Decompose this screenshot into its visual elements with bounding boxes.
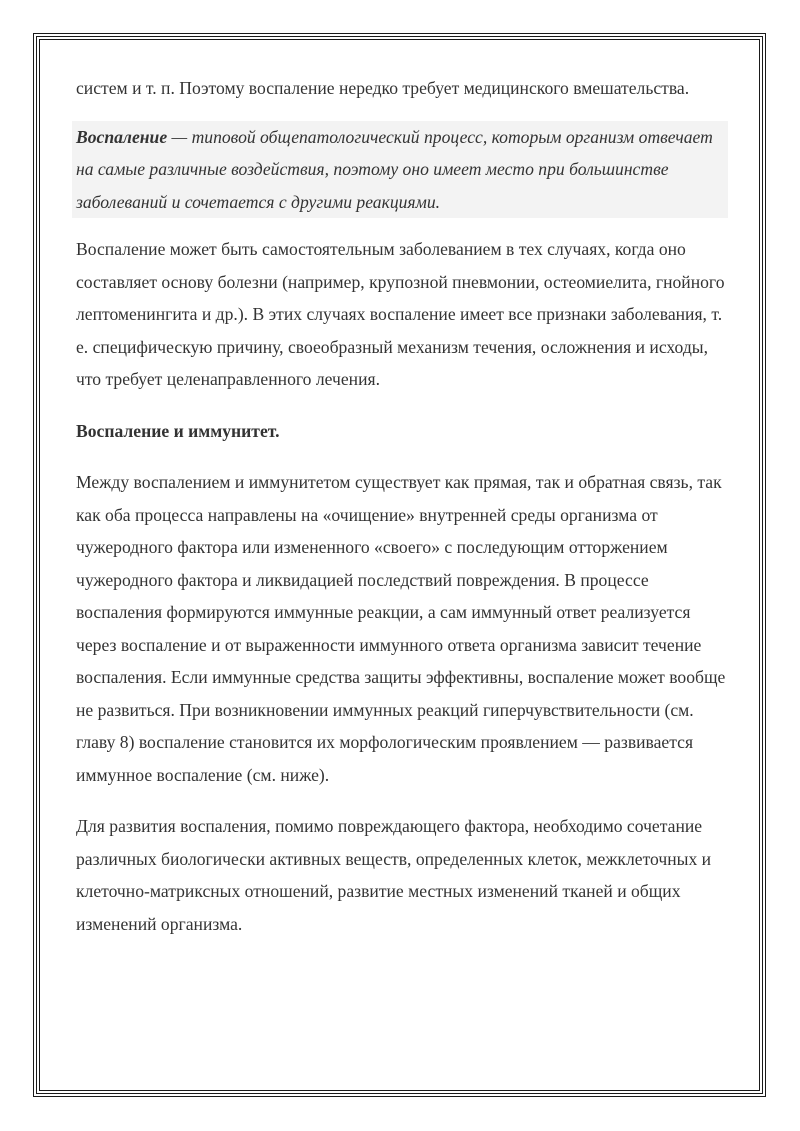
- intro-paragraph: систем и т. п. Поэтому воспаление нередко требует медицинского вмешательства.: [76, 78, 690, 98]
- paragraph-inflammation-immunity: Между воспалением и иммунитетом существует как прямая, так и обратная связь, так как оба процесса направлены на «очищение» внутренней среды организма от чужеродного фактора или измененного «своего» с последующим отторжением чужеродного фактора и ликвидацией последствий повреждения. В процессе воспаления формируются иммунные реакции, а сам иммунный ответ реализуется через воспаление и от выраженности иммунного ответа организма зависит течение воспаления. Если иммунные средства защиты эффективны, воспаление может вообще не развиться. При возникновении иммунных реакций гиперчувствительности (см. главу 8) воспаление становится их морфологическим проявлением — развивается иммунное воспаление (см. ниже).: [76, 472, 726, 785]
- section-heading: Воспаление и иммунитет.: [76, 420, 280, 441]
- definition-text: — типовой общепатологический процесс, которым организм отвечает на самые различные воздействия, поэтому оно имеет место при большинстве заболеваний и сочетается с другими реакциями.: [76, 126, 713, 212]
- paragraph-inflammation-development: Для развития воспаления, помимо повреждающего фактора, необходимо сочетание различных биологически активных веществ, определенных клеток, межклеточных и клеточно-матриксных отношений, развитие местных изменений тканей и общих изменений организма.: [76, 816, 712, 934]
- definition-callout: [72, 121, 728, 219]
- paragraph-inflammation-as-disease: Воспаление может быть самостоятельным заболеванием в тех случаях, когда оно составляет основу болезни (например, крупозной пневмонии, остеомиелита, гнойного лептоменингита и др.). В этих случаях воспаление имеет все признаки заболевания, т. е. специфическую причину, своеобразный механизм течения, осложнения и исходы, что требует целенаправленного лечения.: [76, 239, 725, 389]
- definition-term: Воспаление: [76, 126, 168, 147]
- document-body: [76, 72, 726, 959]
